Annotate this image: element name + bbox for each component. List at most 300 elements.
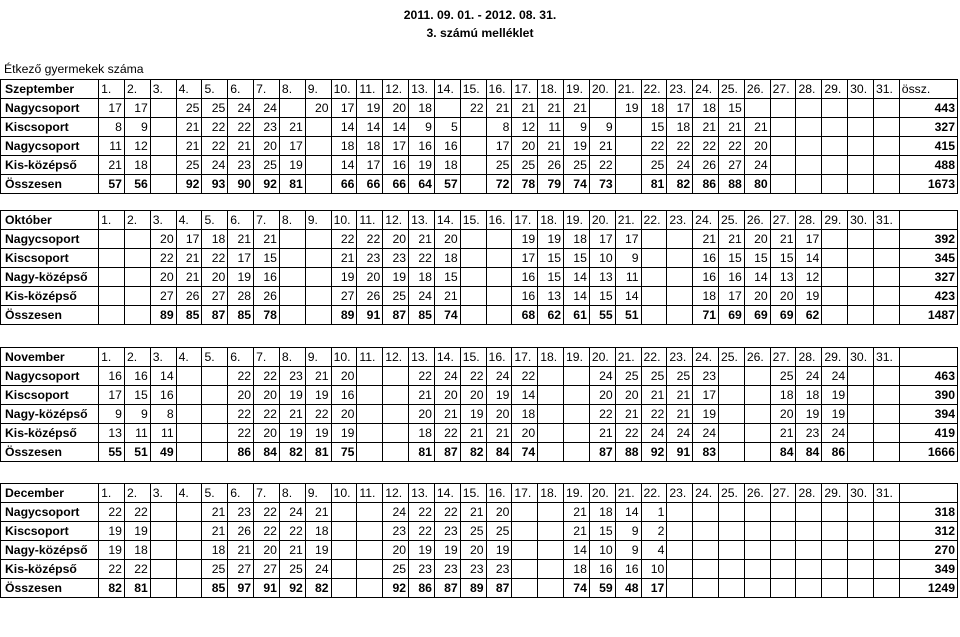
table-row [1,156,958,175]
day-value-cell: 14 [357,118,383,137]
day-header: 24. [693,348,719,367]
row-total: 488 [899,156,957,175]
day-value-cell: 85 [228,306,254,325]
day-header: 2. [124,348,150,367]
day-value-cell [357,522,383,541]
day-value-cell: 16 [254,268,280,287]
day-value-cell [486,306,512,325]
day-value-cell: 17 [486,137,512,156]
day-value-cell [796,579,822,598]
group-label: Kiscsoport [1,118,99,137]
day-value-cell: 20 [744,287,770,306]
table-row [1,249,958,268]
day-value-cell: 26 [254,287,280,306]
group-label: Nagycsoport [1,230,99,249]
day-value-cell [822,560,848,579]
day-value-cell: 14 [564,541,590,560]
day-value-cell: 69 [744,306,770,325]
day-value-cell: 17 [124,99,150,118]
day-header: 3. [150,348,176,367]
day-value-cell: 22 [254,367,280,386]
day-value-cell: 90 [228,175,254,194]
day-value-cell [744,443,770,462]
day-value-cell: 23 [434,560,460,579]
day-value-cell [719,424,745,443]
group-label: Nagy-középső [1,541,99,560]
day-value-cell: 19 [409,156,435,175]
day-value-cell: 21 [176,118,202,137]
day-value-cell: 18 [770,386,796,405]
day-value-cell [202,367,228,386]
day-value-cell [331,522,357,541]
day-value-cell [150,156,176,175]
day-value-cell [331,503,357,522]
day-value-cell: 18 [512,405,538,424]
table-row [1,306,958,325]
day-header: 29. [822,484,848,503]
day-value-cell [770,156,796,175]
day-value-cell [822,156,848,175]
day-value-cell [150,137,176,156]
day-header: 25. [719,80,745,99]
day-header: 4. [176,348,202,367]
day-value-cell: 24 [693,424,719,443]
day-value-cell [667,268,693,287]
day-value-cell [641,230,667,249]
group-label: Összesen [1,175,99,194]
day-value-cell: 23 [228,156,254,175]
day-value-cell: 14 [564,268,590,287]
row-total: 1487 [899,306,957,325]
day-header: 5. [202,348,228,367]
day-value-cell: 24 [796,367,822,386]
day-value-cell: 22 [202,118,228,137]
day-value-cell: 23 [357,249,383,268]
day-value-cell: 17 [512,249,538,268]
day-value-cell [176,367,202,386]
day-value-cell [796,99,822,118]
day-value-cell [667,249,693,268]
table-row [1,424,958,443]
day-value-cell: 14 [744,268,770,287]
day-value-cell [770,541,796,560]
day-value-cell: 9 [124,405,150,424]
month-label: November [1,348,99,367]
row-total: 443 [899,99,957,118]
day-value-cell: 72 [486,175,512,194]
day-value-cell: 15 [564,249,590,268]
day-value-cell: 12 [512,118,538,137]
day-value-cell: 21 [615,405,641,424]
day-header: 26. [744,348,770,367]
day-value-cell: 17 [615,230,641,249]
day-value-cell: 9 [99,405,125,424]
day-value-cell: 15 [124,386,150,405]
table-row [1,175,958,194]
day-header: 1. [99,484,125,503]
day-value-cell: 9 [564,118,590,137]
day-value-cell [667,306,693,325]
day-value-cell [770,522,796,541]
day-value-cell: 22 [641,405,667,424]
day-value-cell: 17 [176,230,202,249]
day-value-cell: 8 [150,405,176,424]
day-value-cell: 24 [279,503,305,522]
day-header: 15. [460,80,486,99]
day-value-cell: 22 [434,503,460,522]
day-value-cell: 11 [99,137,125,156]
day-value-cell [124,287,150,306]
day-value-cell: 21 [460,503,486,522]
table-row [1,503,958,522]
day-value-cell: 25 [486,156,512,175]
day-value-cell [150,118,176,137]
day-value-cell [848,268,874,287]
day-header: 13. [409,80,435,99]
day-header: 17. [512,484,538,503]
day-value-cell [848,560,874,579]
day-header: 8. [279,484,305,503]
day-value-cell: 86 [409,579,435,598]
day-value-cell: 19 [409,541,435,560]
day-value-cell: 19 [305,541,331,560]
day-value-cell [202,386,228,405]
row-total: 415 [899,137,957,156]
day-value-cell: 21 [512,99,538,118]
table-row [1,386,958,405]
day-value-cell [434,99,460,118]
day-value-cell: 24 [228,99,254,118]
day-value-cell: 22 [254,503,280,522]
day-value-cell [357,503,383,522]
day-value-cell: 22 [202,249,228,268]
day-header: 21. [615,348,641,367]
day-value-cell [796,560,822,579]
day-value-cell: 18 [693,287,719,306]
day-value-cell: 55 [99,443,125,462]
day-value-cell: 17 [667,99,693,118]
row-total: 394 [899,405,957,424]
day-value-cell: 79 [538,175,564,194]
day-value-cell [486,287,512,306]
day-header: 30. [848,348,874,367]
day-value-cell [744,522,770,541]
day-value-cell [357,405,383,424]
day-value-cell [512,503,538,522]
day-value-cell: 22 [228,118,254,137]
day-value-cell: 89 [331,306,357,325]
day-value-cell [305,156,331,175]
day-value-cell: 15 [770,249,796,268]
day-value-cell: 19 [693,405,719,424]
day-value-cell: 21 [693,230,719,249]
day-value-cell [331,579,357,598]
day-header: 22. [641,80,667,99]
day-header: 5. [202,80,228,99]
day-header: 1. [99,211,125,230]
day-value-cell [383,367,409,386]
day-value-cell: 20 [331,405,357,424]
day-value-cell [124,230,150,249]
day-value-cell: 80 [744,175,770,194]
day-header: 9. [305,80,331,99]
day-header: 16. [486,211,512,230]
table-row [1,268,958,287]
day-value-cell: 84 [796,443,822,462]
day-header: 14. [434,211,460,230]
group-label: Kis-középső [1,287,99,306]
day-value-cell: 25 [615,367,641,386]
day-value-cell: 14 [564,287,590,306]
day-value-cell [305,230,331,249]
day-value-cell: 84 [254,443,280,462]
day-value-cell: 16 [693,249,719,268]
day-value-cell: 21 [202,503,228,522]
group-label: Nagycsoport [1,367,99,386]
day-value-cell [615,175,641,194]
day-header: 8. [279,80,305,99]
day-value-cell: 19 [99,522,125,541]
day-value-cell [796,541,822,560]
month-header-row [1,348,958,367]
day-value-cell: 9 [615,522,641,541]
day-value-cell: 84 [486,443,512,462]
day-value-cell: 8 [486,118,512,137]
row-total: 419 [899,424,957,443]
day-value-cell: 21 [719,230,745,249]
day-value-cell: 21 [99,156,125,175]
day-value-cell: 56 [124,175,150,194]
day-value-cell [99,268,125,287]
day-header: 9. [305,348,331,367]
day-value-cell: 22 [409,249,435,268]
day-value-cell [848,367,874,386]
day-header: 23. [667,211,693,230]
day-value-cell: 10 [589,249,615,268]
group-label: Kis-középső [1,156,99,175]
day-value-cell [512,541,538,560]
day-value-cell [796,137,822,156]
day-value-cell: 27 [254,560,280,579]
day-header: 31. [873,348,899,367]
day-value-cell [873,137,899,156]
day-header: 4. [176,80,202,99]
day-value-cell [176,560,202,579]
day-value-cell: 69 [719,306,745,325]
day-value-cell [486,230,512,249]
day-value-cell: 17 [331,99,357,118]
day-value-cell: 81 [305,443,331,462]
day-value-cell: 21 [254,230,280,249]
day-value-cell: 24 [486,367,512,386]
day-header: 29. [822,348,848,367]
day-value-cell: 9 [409,118,435,137]
table-row [1,405,958,424]
day-value-cell [822,268,848,287]
group-label: Kiscsoport [1,522,99,541]
day-value-cell: 24 [667,156,693,175]
day-value-cell: 22 [228,367,254,386]
day-value-cell: 82 [279,443,305,462]
day-value-cell [279,249,305,268]
day-value-cell [538,386,564,405]
day-header: 22. [641,484,667,503]
day-value-cell [357,443,383,462]
day-value-cell [538,367,564,386]
day-value-cell: 18 [409,424,435,443]
day-value-cell: 15 [641,118,667,137]
day-value-cell: 19 [796,405,822,424]
day-value-cell: 17 [99,386,125,405]
day-value-cell: 25 [460,522,486,541]
day-value-cell: 18 [124,541,150,560]
day-value-cell [744,99,770,118]
day-value-cell: 16 [124,367,150,386]
day-value-cell [357,579,383,598]
day-value-cell: 85 [176,306,202,325]
day-value-cell: 20 [460,541,486,560]
day-value-cell [873,503,899,522]
day-value-cell [538,503,564,522]
day-value-cell: 17 [99,99,125,118]
day-value-cell: 15 [538,249,564,268]
day-header: 11. [357,80,383,99]
day-value-cell [848,175,874,194]
group-label: Kiscsoport [1,386,99,405]
group-label: Kis-középső [1,560,99,579]
day-value-cell: 20 [615,386,641,405]
day-value-cell: 97 [228,579,254,598]
day-header: 17. [512,348,538,367]
row-total: 392 [899,230,957,249]
day-value-cell [693,560,719,579]
day-value-cell [150,541,176,560]
day-value-cell: 17 [357,156,383,175]
day-header: 21. [615,211,641,230]
day-value-cell [176,522,202,541]
day-header: 10. [331,80,357,99]
day-header: 7. [254,211,280,230]
day-value-cell: 82 [99,579,125,598]
day-value-cell [150,99,176,118]
day-header: 23. [667,484,693,503]
day-value-cell: 20 [150,230,176,249]
day-value-cell [305,268,331,287]
day-value-cell: 87 [383,306,409,325]
day-value-cell: 17 [383,137,409,156]
day-value-cell [719,522,745,541]
day-header: 23. [667,80,693,99]
day-value-cell [383,443,409,462]
day-value-cell: 18 [641,99,667,118]
day-value-cell: 13 [538,287,564,306]
day-value-cell [460,137,486,156]
day-value-cell: 21 [228,230,254,249]
day-value-cell: 85 [409,306,435,325]
day-value-cell: 68 [512,306,538,325]
day-value-cell [305,118,331,137]
table-row [1,541,958,560]
day-value-cell [873,99,899,118]
day-value-cell [848,579,874,598]
day-header: 12. [383,211,409,230]
day-value-cell: 91 [254,579,280,598]
day-value-cell [176,503,202,522]
day-value-cell: 25 [770,367,796,386]
day-value-cell [744,579,770,598]
day-value-cell: 14 [796,249,822,268]
day-value-cell [305,306,331,325]
day-value-cell: 20 [486,503,512,522]
day-value-cell [848,156,874,175]
day-value-cell: 9 [615,249,641,268]
day-header: 27. [770,211,796,230]
day-value-cell: 24 [744,156,770,175]
day-value-cell: 25 [383,560,409,579]
day-value-cell: 21 [564,99,590,118]
day-header: 13. [409,484,435,503]
day-header: 18. [538,484,564,503]
day-value-cell [99,249,125,268]
day-value-cell: 20 [357,268,383,287]
day-value-cell: 25 [176,156,202,175]
day-value-cell: 23 [486,560,512,579]
day-value-cell: 19 [434,541,460,560]
day-value-cell [331,541,357,560]
period-title: 2011. 09. 01. - 2012. 08. 31. [403,8,557,22]
day-value-cell: 19 [486,541,512,560]
day-value-cell: 18 [409,99,435,118]
day-value-cell: 89 [150,306,176,325]
day-value-cell: 15 [589,287,615,306]
day-value-cell [176,424,202,443]
day-value-cell: 62 [796,306,822,325]
month-table-1 [0,210,958,325]
day-header: 6. [228,484,254,503]
day-value-cell [873,156,899,175]
day-value-cell [176,579,202,598]
day-value-cell [150,175,176,194]
day-value-cell: 21 [434,287,460,306]
day-value-cell: 14 [615,287,641,306]
day-value-cell: 28 [228,287,254,306]
day-value-cell [460,249,486,268]
day-value-cell: 11 [150,424,176,443]
day-value-cell [770,99,796,118]
day-value-cell: 22 [228,424,254,443]
day-value-cell [667,579,693,598]
day-value-cell: 20 [383,230,409,249]
day-value-cell [822,137,848,156]
day-value-cell: 26 [538,156,564,175]
day-value-cell: 21 [228,137,254,156]
day-value-cell: 15 [538,268,564,287]
day-header: 16. [486,348,512,367]
day-header: 16. [486,80,512,99]
day-value-cell: 20 [305,99,331,118]
group-label: Kiscsoport [1,249,99,268]
day-value-cell: 17 [719,287,745,306]
day-value-cell: 87 [202,306,228,325]
day-value-cell [667,287,693,306]
day-value-cell [848,287,874,306]
day-value-cell [719,541,745,560]
day-value-cell: 82 [667,175,693,194]
day-value-cell: 23 [434,522,460,541]
day-header: 28. [796,211,822,230]
table-row [1,137,958,156]
day-value-cell: 21 [176,249,202,268]
